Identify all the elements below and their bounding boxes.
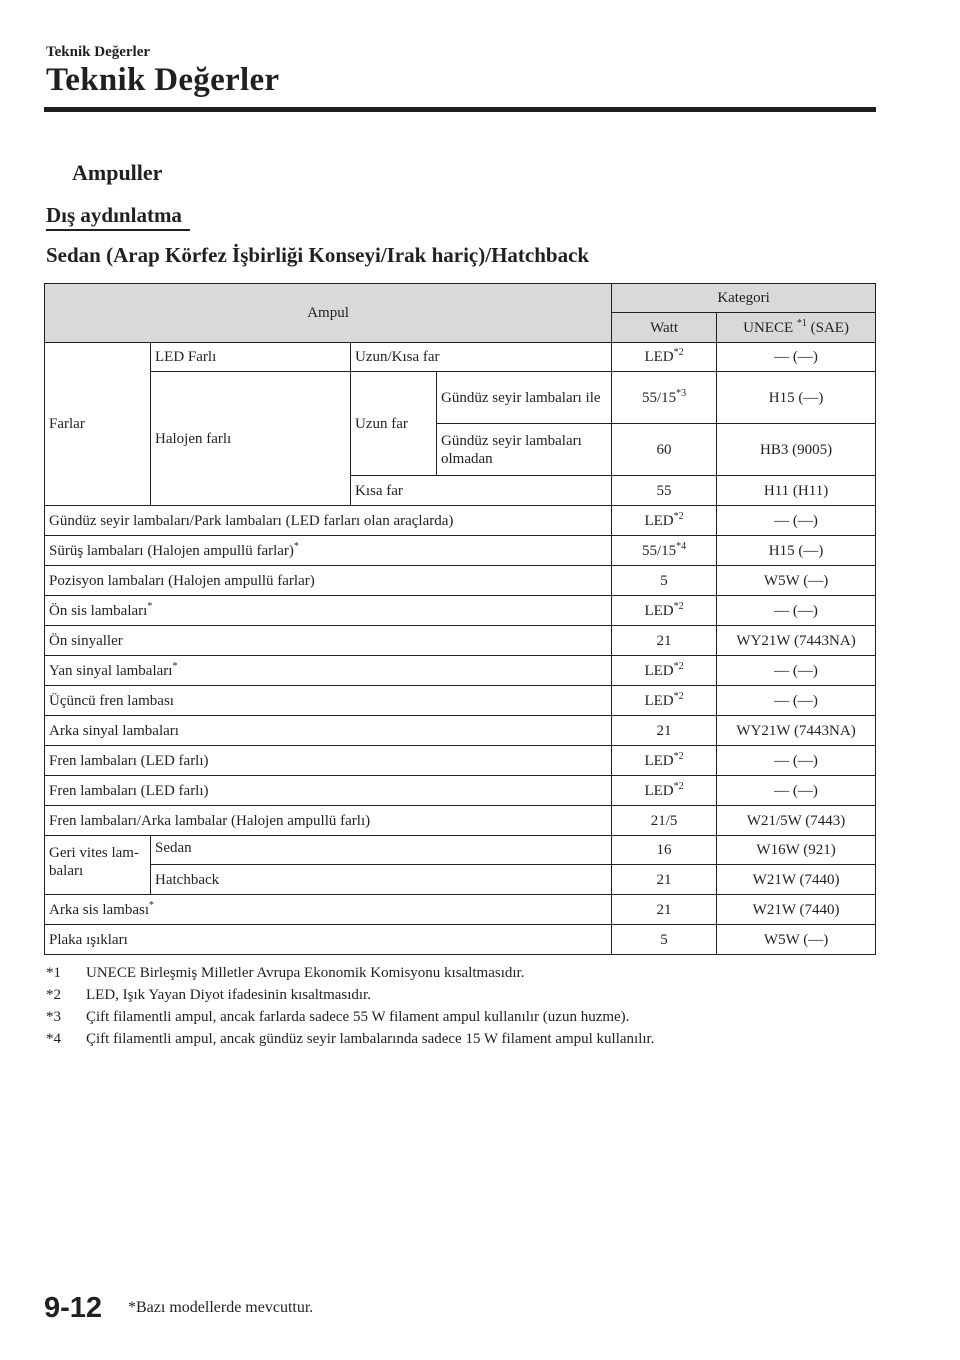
halojen-farli-label: Halojen farlı [151,372,351,506]
unece-cell: W5W (—) [717,925,876,955]
watt-cell: LED$^{*2}$ [612,343,717,372]
table-title: Sedan (Arap Körfez İşbirliği Konseyi/Irak hariç)/Hatchback [46,243,590,267]
bulb-name: Plaka ışıkları [45,925,612,955]
watt-cell: LED$^{*2}$ [612,776,717,806]
watt-cell: LED$^{*2}$ [612,746,717,776]
uzun-far-label: Uzun far [351,372,437,476]
running-header: Teknik Değerler [46,44,151,60]
watt-cell: 55/15$^{*3}$ [612,372,717,424]
page-number: 9-12 [44,1292,103,1324]
unece-cell: — (—) [717,506,876,536]
unece-cell: — (—) [717,686,876,716]
section-title: Ampuller [72,160,163,185]
unece-cell: HB3 (9005) [717,424,876,476]
header-ampul: Ampul [45,284,612,343]
table-row [45,343,876,372]
bulb-name: Ön sinyaller [45,626,612,656]
footnote [46,984,654,1006]
table-row [45,566,876,596]
footnote [46,1006,654,1028]
unece-cell: H11 (H11) [717,476,876,506]
uzun-kisa-far-label: Uzun/Kısa far [351,343,612,372]
subsection-underline [46,229,190,231]
bulb-name: Fren lambaları (LED farlı) [45,746,612,776]
unece-cell: WY21W (7443NA) [717,716,876,746]
unece-cell: W21W (7440) [717,865,876,895]
footnote-key: *2 [46,987,61,1003]
farlar-label: Farlar [45,343,151,506]
bulb-name: Ön sis lambaları* [45,596,612,626]
bulb-name: Sürüş lambaları (Halojen ampullü farlar)* [45,536,612,566]
watt-cell: 16 [612,836,717,865]
table-row [45,895,876,925]
kisa-far-label: Kısa far [351,476,612,506]
header-kategori: Kategori [612,284,876,313]
watt-cell: LED$^{*2}$ [612,656,717,686]
table-row [45,506,876,536]
bulb-table [44,283,876,955]
geri-vites-label: Geri vites lam- baları [45,836,151,895]
bulb-name: Fren lambaları (LED farlı) [45,776,612,806]
bulb-name: Gündüz seyir lambaları/Park lambaları (LED farları olan araçlarda) [45,506,612,536]
bulb-name: Pozisyon lambaları (Halojen ampullü farlar) [45,566,612,596]
unece-cell: — (—) [717,596,876,626]
table-row [45,836,876,865]
led-farli-label: LED Farlı [151,343,351,372]
bulb-name: Üçüncü fren lambası [45,686,612,716]
watt-cell: 21 [612,895,717,925]
footnote-key: *3 [46,1009,61,1025]
watt-cell: 21 [612,865,717,895]
table-row [45,746,876,776]
gunduz-ile-label: Gündüz seyir lambaları ile [437,372,612,424]
table-row [45,686,876,716]
watt-cell: 5 [612,566,717,596]
watt-cell: 5 [612,925,717,955]
table-row [45,372,876,424]
watt-cell: LED$^{*2}$ [612,686,717,716]
watt-cell: 60 [612,424,717,476]
bulb-name: Fren lambaları/Arka lambalar (Halojen ampullü farlı) [45,806,612,836]
table-row [45,656,876,686]
subsection-title: Dış aydınlatma [46,203,182,227]
watt-cell: 55 [612,476,717,506]
table-row [45,925,876,955]
bulb-name: Arka sis lambası* [45,895,612,925]
footnote-text: LED, Işık Yayan Diyot ifadesinin kısaltmasıdır. [86,987,371,1003]
gunduz-olmadan-label: Gündüz seyir lambaları olmadan [437,424,612,476]
footnotes [46,962,654,1050]
watt-cell: 21 [612,626,717,656]
table-row [45,806,876,836]
bulb-name: Hatchback [151,865,612,895]
table-row [45,776,876,806]
watt-cell: LED$^{*2}$ [612,596,717,626]
unece-cell: H15 (—) [717,536,876,566]
header-watt: Watt [612,313,717,343]
footnote-text: UNECE Birleşmiş Milletler Avrupa Ekonomik Komisyonu kısaltmasıdır. [86,965,525,981]
bulb-name: Arka sinyal lambaları [45,716,612,746]
table-row [45,536,876,566]
table-row [45,596,876,626]
footnote [46,962,654,984]
header-rule [44,107,876,112]
availability-note: *Bazı modellerde mevcuttur. [128,1299,314,1316]
footnote-text: Çift filamentli ampul, ancak gündüz seyir lambalarında sadece 15 W filament ampul kullanılır. [86,1031,655,1047]
watt-cell: 55/15$^{*4}$ [612,536,717,566]
bulb-name: Sedan [151,836,612,865]
unece-cell: — (—) [717,656,876,686]
unece-cell: — (—) [717,343,876,372]
bulb-name: Yan sinyal lambaları* [45,656,612,686]
header-unece: UNECE $^{*1}$ (SAE) [717,313,876,343]
watt-cell: 21 [612,716,717,746]
unece-cell: H15 (—) [717,372,876,424]
unece-cell: W21/5W (7443) [717,806,876,836]
unece-cell: — (—) [717,776,876,806]
table-row [45,716,876,746]
table-row [45,865,876,895]
footnote-key: *4 [46,1031,61,1047]
unece-cell: W5W (—) [717,566,876,596]
footnote [46,1028,654,1050]
watt-cell: 21/5 [612,806,717,836]
footnote-key: *1 [46,965,61,981]
page-title: Teknik Değerler [46,62,280,98]
unece-cell: W21W (7440) [717,895,876,925]
unece-cell: WY21W (7443NA) [717,626,876,656]
unece-cell: — (—) [717,746,876,776]
table-row [45,626,876,656]
watt-cell: LED$^{*2}$ [612,506,717,536]
unece-cell: W16W (921) [717,836,876,865]
footnote-text: Çift filamentli ampul, ancak farlarda sadece 55 W filament ampul kullanılır (uzun huzme). [86,1009,630,1025]
